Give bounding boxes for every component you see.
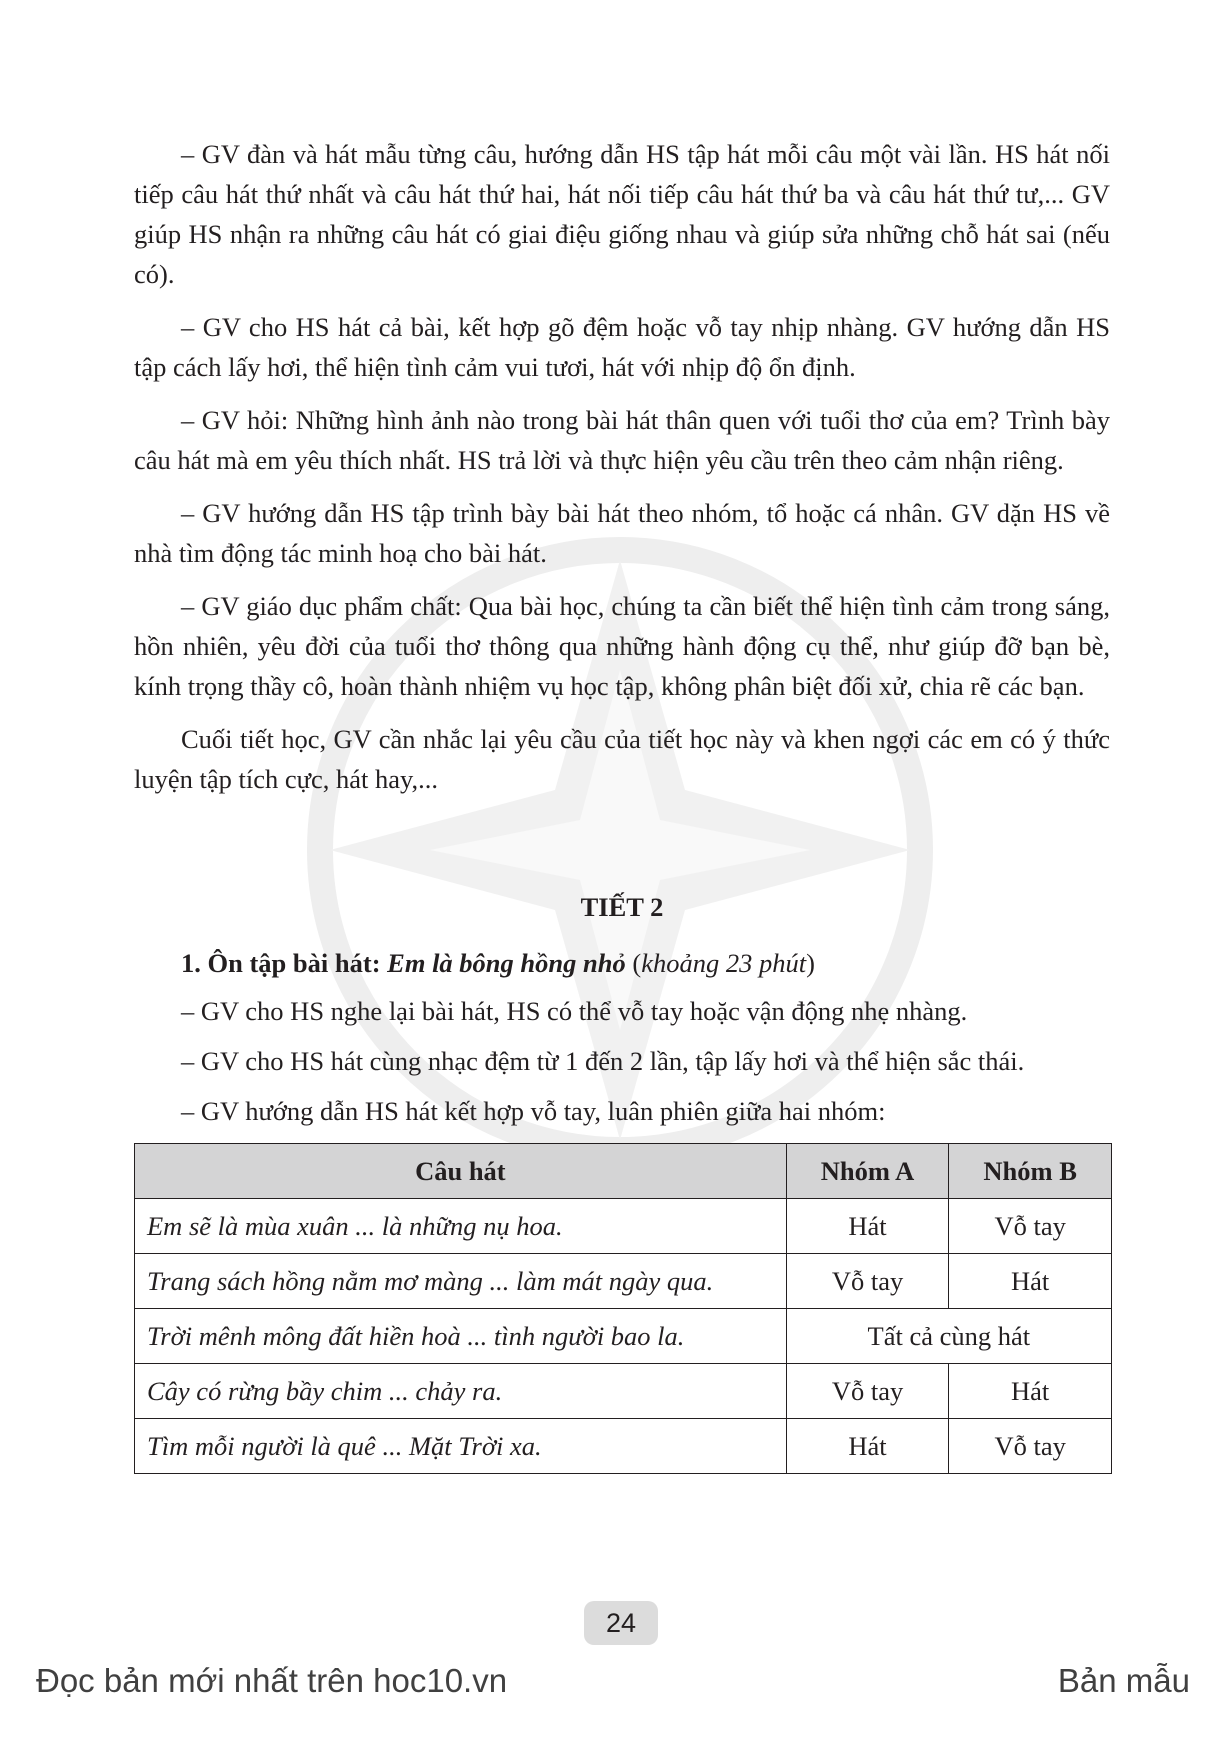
singing-table [134,1143,1112,1474]
open-paren: ( [625,948,642,978]
table-row [135,1364,1112,1419]
lyric-cell: Trời mênh mông đất hiền hoà ... tình người bao la. [135,1309,787,1364]
lyric-cell: Trang sách hồng nằm mơ màng ... làm mát ngày qua. [135,1254,787,1309]
paragraph: – GV giáo dục phẩm chất: Qua bài học, chúng ta cần biết thể hiện tình cảm trong sáng, hồn nhiên, yêu đời của tuổi thơ thông qua những hành động cụ thể, như giúp đỡ bạn bè, kính trọng thầy cô, hoàn thành nhiệm vụ học tập, không phân biệt đối xử, chia rẽ các bạn. [134,591,1110,701]
group-a-cell: Hát [786,1419,949,1474]
group-a-cell: Vỗ tay [786,1364,949,1419]
group-a-cell: Vỗ tay [786,1254,949,1309]
lesson-heading: TIẾT 2 [580,892,664,922]
group-b-cell: Hát [949,1254,1112,1309]
close-paren: ) [806,948,815,978]
group-a-cell: Hát [786,1199,949,1254]
both-groups-cell: Tất cả cùng hát [786,1309,1111,1364]
duration: khoảng 23 phút [641,948,807,978]
lyric-cell: Tìm mỗi người là quê ... Mặt Trời xa. [135,1419,787,1474]
group-b-cell: Vỗ tay [949,1419,1112,1474]
song-title: Em là bông hồng nhỏ [387,948,626,978]
lyric-cell: Em sẽ là mùa xuân ... là những nụ hoa. [135,1199,787,1254]
table-row [135,1419,1112,1474]
table-row [135,1254,1112,1309]
section-number-label: 1. Ôn tập bài hát: [181,948,388,978]
table-header-row [135,1144,1112,1199]
page-number: 24 [584,1601,658,1645]
footer-sample-label: Bản mẫu [1057,1662,1190,1699]
header-nhom-a: Nhóm A [786,1144,949,1199]
instruction-line: – GV hướng dẫn HS hát kết hợp vỗ tay, luân phiên giữa hai nhóm: [181,1096,886,1126]
paragraph: Cuối tiết học, GV cần nhắc lại yêu cầu của tiết học này và khen ngợi các em có ý thức luyện tập tích cực, hát hay,... [134,724,1110,794]
group-b-cell: Vỗ tay [949,1199,1112,1254]
instruction-line: – GV cho HS nghe lại bài hát, HS có thể vỗ tay hoặc vận động nhẹ nhàng. [181,996,968,1026]
paragraph: – GV cho HS hát cả bài, kết hợp gõ đệm hoặc vỗ tay nhịp nhàng. GV hướng dẫn HS tập cách lấy hơi, thể hiện tình cảm vui tươi, hát với nhịp độ ổn định. [134,312,1110,382]
table-row [135,1309,1112,1364]
lyric-cell: Cây có rừng bầy chim ... chảy ra. [135,1364,787,1419]
group-b-cell: Hát [949,1364,1112,1419]
footer-link-text: Đọc bản mới nhất trên hoc10.vn [36,1662,508,1699]
instruction-line: – GV cho HS hát cùng nhạc đệm từ 1 đến 2 lần, tập lấy hơi và thể hiện sắc thái. [181,1046,1025,1076]
paragraph: – GV hỏi: Những hình ảnh nào trong bài hát thân quen với tuổi thơ của em? Trình bày câu hát mà em yêu thích nhất. HS trả lời và thực hiện yêu cầu trên theo cảm nhận riêng. [134,405,1110,475]
paragraph: – GV đàn và hát mẫu từng câu, hướng dẫn HS tập hát mỗi câu một vài lần. HS hát nối tiếp câu hát thứ nhất và câu hát thứ hai, hát nối tiếp câu hát thứ ba và câu hát thứ tư,... GV giúp HS nhận ra những câu hát có giai điệu giống nhau và giúp sửa những chỗ hát sai (nếu có). [134,139,1110,289]
header-cau-hat: Câu hát [135,1144,787,1199]
page-content [134,134,1110,1474]
header-nhom-b: Nhóm B [949,1144,1112,1199]
paragraph: – GV hướng dẫn HS tập trình bày bài hát theo nhóm, tổ hoặc cá nhân. GV dặn HS về nhà tìm động tác minh hoạ cho bài hát. [134,498,1110,568]
section-title [134,943,1110,983]
table-row [135,1199,1112,1254]
